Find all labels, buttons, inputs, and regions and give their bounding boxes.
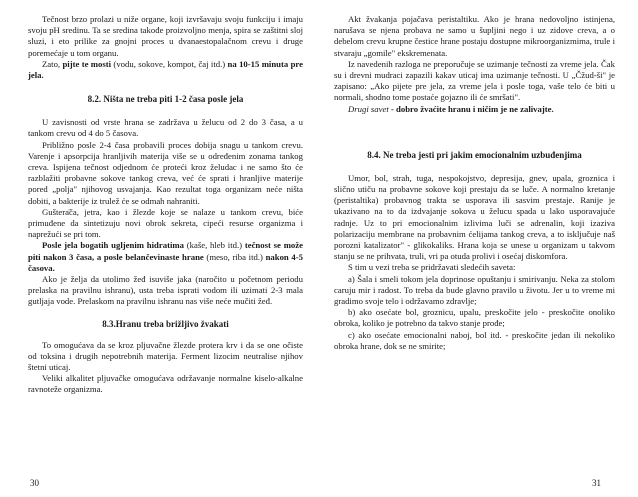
section-heading-8-4: 8.4. Ne treba jesti pri jakim emocionalnim uzbuđenjima: [367, 149, 582, 160]
page-number: 30: [30, 478, 39, 488]
paragraph: b) ako osećate bol, groznicu, upalu, preskočite jelo - preskočite onoliko obroka, koliko je potrebno da takvo stanje prođe;: [334, 307, 615, 329]
paragraph: U zavisnosti od vrste hrana se zadržava u želucu od 2 do 3 časa, a u tankom crevu od 4 do 5 časova.: [28, 117, 303, 139]
right-page-text-column: [334, 14, 615, 352]
paragraph: To omogućava da se kroz pljuvačne žlezde protera krv i da se one očiste od toksina i drugih nepotrebnih materija. Ferment lizocim neutralise njihov štetni uticaj.: [28, 339, 303, 373]
paragraph: Veliki alkalitet pljuvačke omogućava održavanje normalne kiselo-alkalne ravnoteže organizma.: [28, 373, 303, 395]
paragraph: c) ako osećate emocionalni naboj, bol itd. - preskočite jedan ili nekoliko obroka hrane, dok se ne smirite;: [334, 329, 615, 351]
left-page: [0, 0, 318, 497]
paragraph: Akt žvakanja pojačava peristaltiku. Ako je hrana nedovoljno istinjena, narušava se njena probava ne samo u šupljini nego i uz zidove creva, a o debelom crevu krupne čestice hrane postaju dostupne mikroorganizmima, trule i stvaraju „gomile" ekskremenata.: [334, 14, 615, 58]
spacer: [334, 115, 615, 137]
paragraph: Približno posle 2-4 časa probavili proces dobija snagu u tankom crevu. Varenje i apsorpcija hranljivih materija više se u određenim zonama tankog creva. Ispijena tečnost odjednom će proteći kroz želudac i ne samo što će razblažiti probavne sokove tankog creva, već će sprati i hranljive materije pored „polja" njihovog usvajanja. Kao rezultat toga organizam neće ništa dobiti, a bakterije iz trulež će se odmah nahraniti.: [28, 139, 303, 206]
right-page: [320, 0, 638, 497]
left-page-text-column: [28, 14, 303, 396]
paragraph: Umor, bol, strah, tuga, nespokojstvo, depresija, gnev, upala, groznica i slično utiču na probavne sokove koji prestaju da se luče. A normalno kretanje (peristaltika) probavnog trakta se usporava ili sasvim prestaje. Ranije je ukazivano na to da izdvajanje sokova u želucu spada u lako usporavajuće radnje. Uz to pri emocionalnim izlivima luči se adrenalin, koji izaziva polarizaciju membrane na probavnim ćelijama tankog creva, a to isključuje naš porozni katalizator" - glikokaliks. Hrana koja se unese u organizam u takvom stanju se ne prihvata, truli, vri pa otuda prolivi i osećaj diskomfora.: [334, 172, 615, 262]
paragraph: Zato, pijte te mosti (vodu, sokove, kompot, čaj itd.) na 10-15 minuta pre jela.: [28, 58, 303, 81]
paragraph: Tečnost brzo prolazi u niže organe, koji izvršavaju svoju funkciju i imaju svoju pH sredinu. Ta se sredina takođe proizvoljno menja, spira se zaštitni sloj sluzi, i eto prilike za gnojni proces u dvanaestopalačnom crevu i druge poremećaje u tom organu.: [28, 14, 303, 58]
paragraph: Ako je želja da utolimo žeđ isuviše jaka (naročito u početnom periodu prelaska na pravilnu ishranu), usta treba isprati vodom ili uzimati 2-3 mala gutljaja vode. Prelaskom na pravilnu ishranu nas više neće mučiti žeđ.: [28, 274, 303, 307]
paragraph: Drugi savet - dobro žvaćite hranu i ničim je ne zalivajte.: [348, 103, 554, 114]
section-heading-8-3: 8.3.Hranu treba brižljivo žvakati: [102, 318, 229, 329]
paragraph: Iz navedenih razloga ne preporučuje se uzimanje tečnosti za vreme jela. Čak su i drevni mudraci zapazili kakav uticaj ima uzimanje tečnosti. U „Čžud-ši" je zapisano: „Ako pijete pre jela, za vreme jela i posle toga, vaše telo će biti u normali, shodno tome postaće gojazno ili će smršati".: [334, 58, 615, 103]
paragraph: Guštera̍ča, jetra, kao i žlezde koje se nalaze u tankom crevu, biće primuđene da sintetizuju novi obrok sekreta, cipeći resurse organizma i naprežući se pri tom.: [28, 206, 303, 240]
paragraph: S tim u vezi treba se pridržavati sledećih saveta:: [348, 262, 516, 273]
page-number: 31: [592, 478, 601, 488]
paragraph: Posle jela bogatih ugljenim hidratima (kaše, hleb itd.) tečnost se može piti nakon 3 časa, a posle belančevinaste hrane (meso, riba itd.) nakon 4-5 časova.: [28, 240, 303, 273]
section-heading-8-2: 8.2. Ništa ne treba piti 1-2 časa posle jela: [87, 94, 244, 105]
paragraph: a) Šala i smeli tokom jela doprinose opuštanju i smirivanju. Neka za stolom caruju mir i radost. To treba da bude glavno pravilo u životu. Jer u to vreme mi gradimo svoje telo i održavamo zdravlje;: [334, 273, 615, 307]
